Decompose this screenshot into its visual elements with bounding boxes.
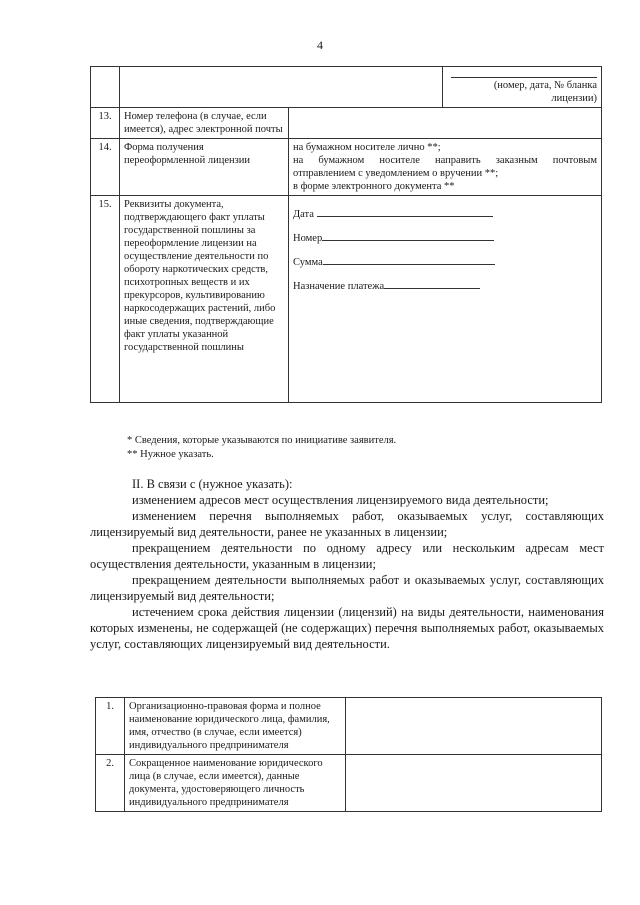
reason-item: прекращением деятельности по одному адресу или нескольким адресам мест осуществления деятельности, указанным в лицензии; (90, 541, 604, 571)
row-label: Сокращенное наименование юридического лица (в случае, если имеется), данные документа, удостоверяющего личность индивидуального предпринимателя (125, 755, 346, 812)
row-number-cell (91, 67, 120, 108)
license-note-cell (443, 67, 602, 108)
applicant-table (95, 697, 602, 812)
row-value-cell[interactable] (346, 698, 602, 755)
footnotes (127, 434, 396, 462)
table-row (96, 755, 602, 812)
payment-fields (289, 196, 602, 403)
table-row (91, 196, 602, 403)
row-label: Реквизиты документа, подтверждающего факт уплаты государственной пошлины за переоформление лицензии на осуществление деятельности по обороту наркотических средств, психотропных веществ и их прекурсоров, культивированию наркосодержащих растений, либо иные сведения, подтверждающие факт уплаты указанной государственной пошлины (120, 196, 289, 403)
row-number: 13. (91, 108, 120, 139)
option-electronic: в форме электронного документа ** (293, 181, 455, 192)
table-row (96, 698, 602, 755)
license-note: (номер, дата, № бланка лицензии) (493, 80, 597, 104)
option-paper-in-person: на бумажном носителе лично **; (293, 142, 441, 153)
payment-date-field[interactable] (293, 208, 597, 221)
table-row (91, 139, 602, 196)
row-number: 14. (91, 139, 120, 196)
table-row (91, 108, 602, 139)
payment-number-field[interactable] (293, 232, 597, 245)
application-table-continued (90, 66, 602, 403)
field-label: Сумма (293, 257, 323, 268)
reason-item: изменением адресов мест осуществления лицензируемого вида деятельности; (132, 493, 549, 507)
field-label: Назначение платежа (293, 281, 385, 292)
row-label: Форма получения переоформленной лицензии (120, 139, 289, 196)
row-number: 15. (91, 196, 120, 403)
row-value-cell[interactable] (346, 755, 602, 812)
section-heading: II. В связи с (нужное указать): (132, 477, 293, 491)
reason-item: истечением срока действия лицензии (лицензий) на виды деятельности, наименования которых изменены, не содержащей (не содержащих) перечня выполняемых работ, оказываемых услуг, составляющих лицензируемый вид деятельности. (90, 605, 604, 651)
row-number: 1. (96, 698, 125, 755)
reason-item: прекращением деятельности выполняемых работ и оказываемых услуг, составляющих лицензируемый вид деятельности; (90, 573, 604, 603)
option-paper-by-mail: на бумажном носителе направить заказным почтовым отправлением с уведомлением о вручении **; (293, 155, 597, 179)
row-label: Номер телефона (в случае, если имеется), адрес электронной почты (120, 108, 289, 139)
reason-item: изменением перечня выполняемых работ, оказываемых услуг, составляющих лицензируемый вид деятельности, ранее не указанных в лицензии; (90, 509, 604, 539)
page-number: 4 (317, 38, 323, 52)
payment-amount-field[interactable] (293, 256, 597, 269)
row-value-cell (289, 108, 602, 139)
license-form-options (289, 139, 602, 196)
previous-row-cell (120, 67, 443, 108)
table-row (91, 67, 602, 108)
payment-purpose-field[interactable] (293, 280, 597, 293)
footnote-1: * Сведения, которые указываются по инициативе заявителя. (127, 435, 397, 446)
footnote-2: ** Нужное указать. (127, 449, 214, 460)
row-number: 2. (96, 755, 125, 812)
row-label: Организационно-правовая форма и полное наименование юридического лица, фамилия, имя, отчество (в случае, если имеется) индивидуального предпринимателя (125, 698, 346, 755)
field-label: Номер (293, 233, 323, 244)
field-label: Дата (293, 209, 314, 220)
section-2 (90, 476, 604, 652)
